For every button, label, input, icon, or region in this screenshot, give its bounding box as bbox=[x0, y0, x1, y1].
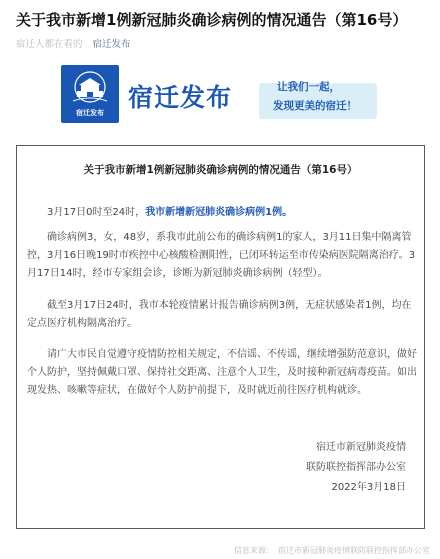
notice-paragraph-3: 截至3月17日24时，我市本轮疫情累计报告确诊病例3例，无症状感染者1例，均在定点医疗机构隔离治疗。 bbox=[27, 300, 412, 329]
account-name-link[interactable]: 宿迁发布 bbox=[92, 39, 131, 50]
article-meta bbox=[16, 36, 131, 50]
p1-prefix: 3月17日0时至24时， bbox=[47, 207, 146, 218]
source-note: 信息来源： 宿迁市新冠肺炎疫情联防联控指挥部办公室 bbox=[234, 546, 430, 555]
signer-line-1: 宿迁市新冠肺炎疫情 bbox=[316, 442, 406, 453]
notice-paragraph-4: 请广大市民自觉遵守疫情防控相关规定，不信谣、不传谣，继续增强防范意识，做好个人防护，坚持佩戴口罩、保持社交距离、注意个人卫生，及时接种新冠病毒疫苗。如出现发热、咳嗽等症状，在做好个人防护前提下，及时就近前往医疗机构就诊。 bbox=[27, 349, 417, 396]
notice-card bbox=[16, 145, 425, 529]
slogan-line-1: 让我们一起， bbox=[277, 81, 340, 93]
logo-label: 宿迁发布 bbox=[76, 109, 104, 117]
header-banner bbox=[61, 65, 381, 123]
slogan-line-2: 发现更美的宿迁！ bbox=[273, 100, 357, 112]
notice-title: 关于我市新增1例新冠肺炎确诊病例的情况通告（第16号） bbox=[83, 164, 358, 176]
notice-paragraph-1 bbox=[27, 204, 417, 222]
brand-name: 宿迁发布 bbox=[128, 83, 233, 112]
meta-source: 宿迁人都在看的 bbox=[16, 39, 83, 50]
notice-paragraph-2: 确诊病例3，女，48岁，系我市此前公布的确诊病例1的家人，3月11日集中隔离管控，3月16日晚19时市疾控中心核酸检测阳性，已闭环转运至市传染病医院隔离治疗。3月17日14时，经市专家组会诊，诊断为新冠肺炎确诊病例（轻型）。 bbox=[27, 232, 416, 279]
article-title: 关于我市新增1例新冠肺炎确诊病例的情况通告（第16号） bbox=[16, 11, 408, 29]
brand-logo bbox=[61, 65, 119, 123]
p1-highlight: 我市新增新冠肺炎确诊病例1例。 bbox=[145, 207, 293, 218]
signer-line-2: 联防联控指挥部办公室 bbox=[306, 462, 406, 473]
slogan-box bbox=[259, 79, 385, 123]
notice-date: 2022年3月18日 bbox=[331, 482, 406, 493]
